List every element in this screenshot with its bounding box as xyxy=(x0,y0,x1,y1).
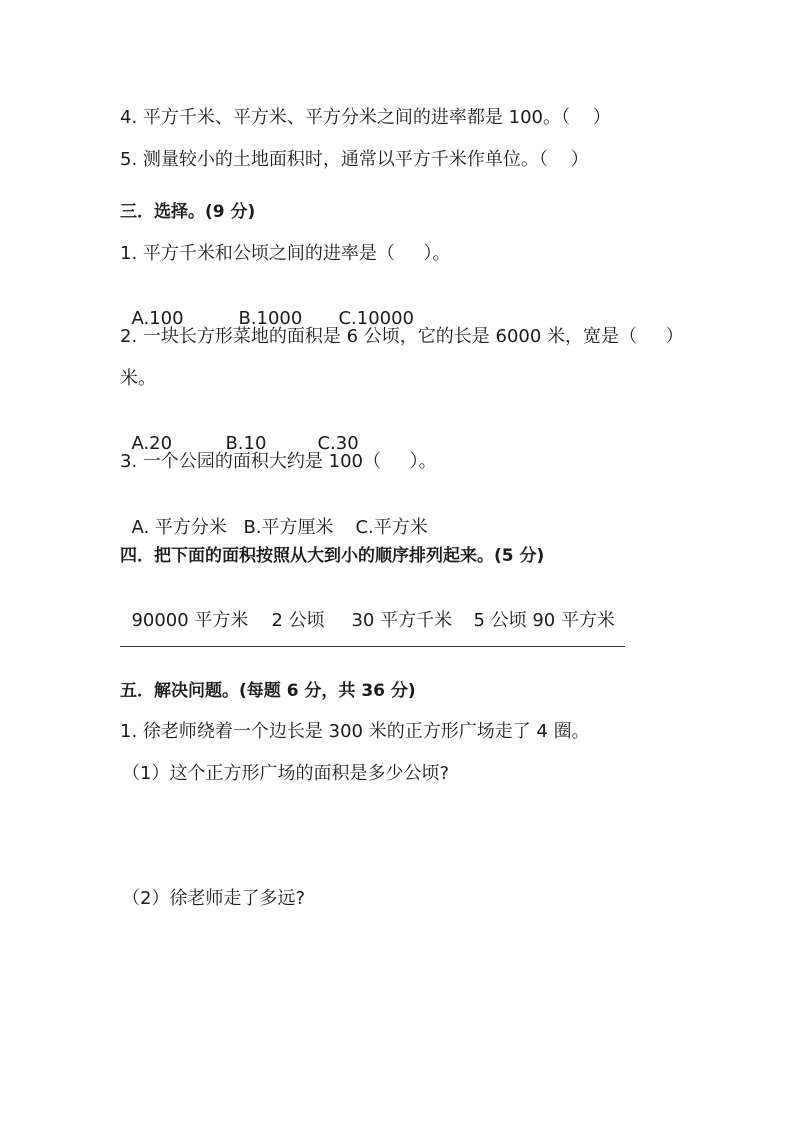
problem-1-sub-2-answer-area[interactable] xyxy=(120,915,680,1035)
option-a: A. 平方分米 xyxy=(131,517,227,538)
area-item: 2 公顷 xyxy=(271,610,325,631)
option-a: A.20 xyxy=(131,433,173,454)
option-b: B.1000 xyxy=(238,308,303,329)
choice-question-1-options xyxy=(120,283,414,331)
choice-question-2: 2. 一块长方形菜地的面积是 6 公顷，它的长是 6000 米，宽是（ ） xyxy=(120,326,684,347)
option-b: B.10 xyxy=(225,433,267,454)
choice-question-3-options xyxy=(120,492,428,540)
option-c: C.10000 xyxy=(338,308,415,329)
section-3-heading: 三．选择。(9 分) xyxy=(120,202,256,222)
option-c: C.平方米 xyxy=(355,517,428,538)
option-b: B.平方厘米 xyxy=(243,517,334,538)
area-item: 5 公顷 90 平方米 xyxy=(473,610,615,631)
area-item: 30 平方千米 xyxy=(351,610,453,631)
true-false-item-4: 4. 平方千米、平方米、平方分米之间的进率都是 100。（ ） xyxy=(120,107,611,128)
area-item: 90000 平方米 xyxy=(131,610,249,631)
problem-1: 1. 徐老师绕着一个边长是 300 米的正方形广场走了 4 圈。 xyxy=(120,721,590,742)
section-4-heading: 四．把下面的面积按照从大到小的顺序排列起来。(5 分) xyxy=(120,546,545,566)
true-false-item-5: 5. 测量较小的土地面积时，通常以平方千米作单位。（ ） xyxy=(120,149,589,170)
choice-question-2-options xyxy=(120,408,359,456)
problem-1-sub-1-answer-area[interactable] xyxy=(120,790,680,880)
choice-question-1: 1. 平方千米和公顷之间的进率是（ ）。 xyxy=(120,243,451,264)
answer-line[interactable] xyxy=(120,646,625,647)
problem-1-sub-2: （2）徐老师走了多远? xyxy=(122,888,306,909)
option-a: A.100 xyxy=(131,308,184,329)
problem-1-sub-1: （1）这个正方形广场的面积是多少公顷? xyxy=(122,763,450,784)
choice-question-2-continued: 米。 xyxy=(120,368,156,389)
area-list xyxy=(120,585,615,633)
section-5-heading: 五．解决问题。(每题 6 分，共 36 分) xyxy=(120,681,416,701)
choice-question-3: 3. 一个公园的面积大约是 100（ ）。 xyxy=(120,451,437,472)
option-c: C.30 xyxy=(317,433,359,454)
